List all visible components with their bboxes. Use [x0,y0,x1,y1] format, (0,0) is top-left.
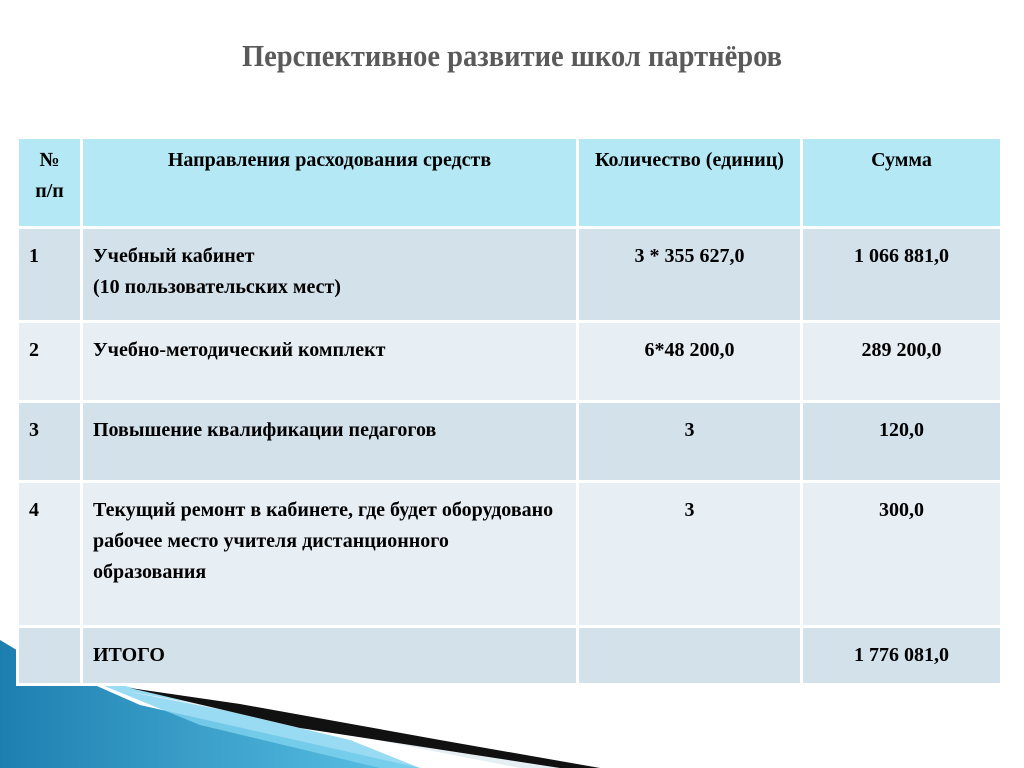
row-sum: 300,0 [802,482,1002,627]
header-num: № п/п [18,138,82,228]
row-quantity: 3 [578,402,802,482]
row-sum: 289 200,0 [802,322,1002,402]
table-row [18,402,1002,482]
row-direction: Повышение квалификации педагогов [82,402,578,482]
table-header-row [18,138,1002,228]
row-direction: Текущий ремонт в кабинете, где будет оборудовано рабочее место учителя дистанционного образования [82,482,578,627]
table-row [18,322,1002,402]
page-title: Перспективное развитие школ партнёров [241,38,783,73]
row-direction: Учебный кабинет (10 пользовательских мест) [82,228,578,322]
row-num: 2 [18,322,82,402]
row-quantity [578,627,802,685]
row-num: 4 [18,482,82,627]
table-row [18,228,1002,322]
row-sum: 1 066 881,0 [802,228,1002,322]
row-quantity: 3 [578,482,802,627]
row-direction: ИТОГО [82,627,578,685]
header-direction: Направления расходования средств [82,138,578,228]
row-direction: Учебно-методический комплект [82,322,578,402]
table-row [18,482,1002,627]
table-total-row [18,627,1002,685]
row-quantity: 6*48 200,0 [578,322,802,402]
row-num: 3 [18,402,82,482]
header-sum: Сумма [802,138,1002,228]
row-quantity: 3 * 355 627,0 [578,228,802,322]
header-quantity: Количество (единиц) [578,138,802,228]
total-sum: 1 776 081,0 [802,627,1002,685]
row-sum: 120,0 [802,402,1002,482]
row-num: 1 [18,228,82,322]
budget-table [16,136,1003,686]
row-num [18,627,82,685]
